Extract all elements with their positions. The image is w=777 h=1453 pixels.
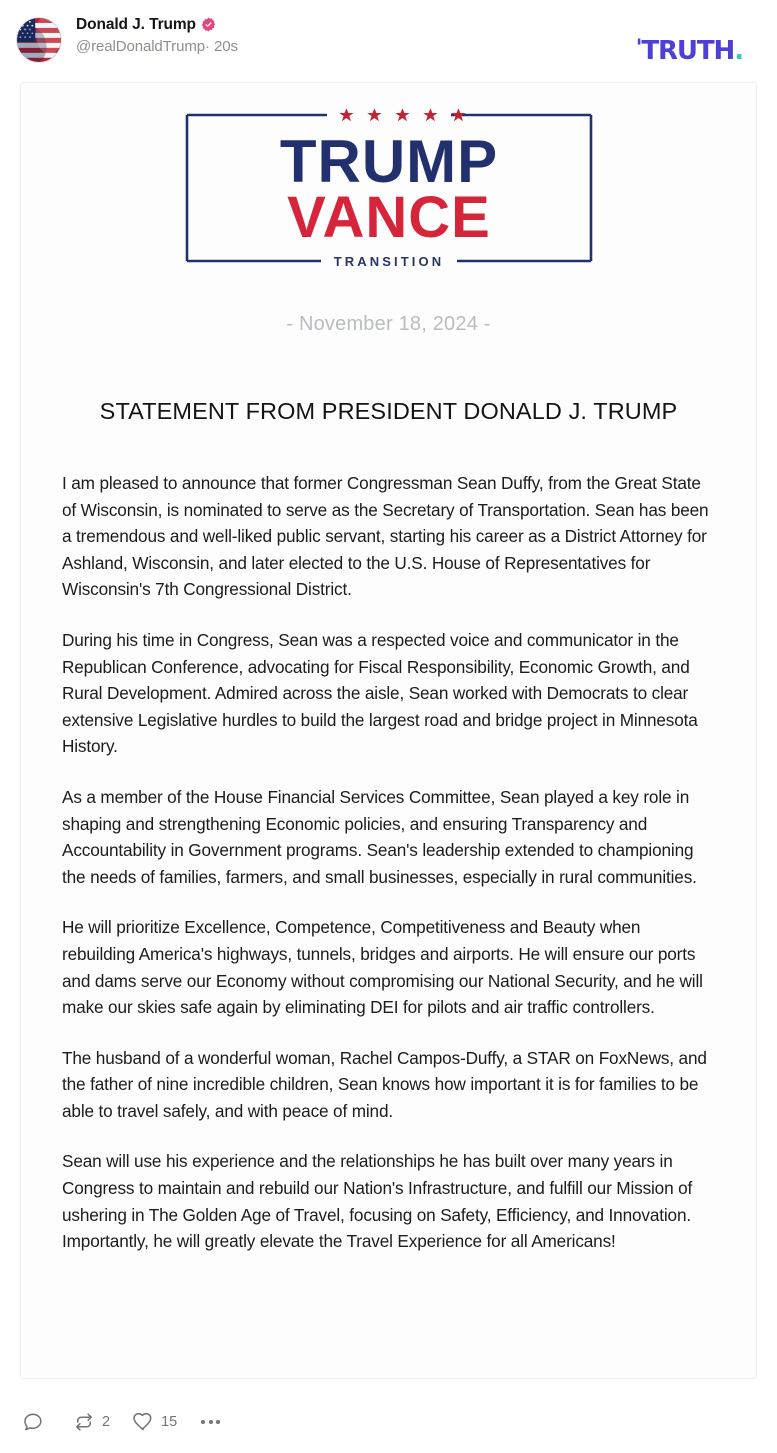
retruth-button[interactable] bbox=[73, 1411, 110, 1433]
logo-tick: ' bbox=[635, 36, 642, 61]
verified-badge-icon bbox=[201, 17, 216, 32]
statement-paragraph: I am pleased to announce that former Congressman Sean Duffy, from the Great State of Wisconsin, is nominated to serve as the Secretary of Transportation. Sean has been a tremendous and well-liked public servant, starting his career as a District Attorney for Ashland, Wisconsin, and later elected to the U.S. House of Representatives for Wisconsin's 7th Congressional District. bbox=[62, 473, 709, 600]
more-horizontal-icon-dot bbox=[216, 1420, 220, 1424]
statement-paragraph: He will prioritize Excellence, Competence, Competitiveness and Beauty when rebuilding America's highways, tunnels, bridges and airports. He will ensure our ports and dams serve our Economy without compromising our National Security, and he will make our skies safe again by eliminating DEI for pilots and air traffic controllers. bbox=[62, 917, 703, 1018]
retruth-icon bbox=[73, 1411, 95, 1433]
logo-wordmark: TRUTH bbox=[641, 36, 735, 66]
statement-paragraph: During his time in Congress, Sean was a respected voice and communicator in the Republican Conference, advocating for Fiscal Responsibility, Economic Growth, and Rural Development. Admired across the aisle, Sean worked with Democrats to clear extensive Legislative hurdles to build the largest road and bridge project in Minnesota History. bbox=[62, 629, 698, 757]
author-handle[interactable]: @realDonaldTrump bbox=[76, 37, 205, 55]
statement-heading: STATEMENT FROM PRESIDENT DONALD J. TRUMP bbox=[99, 398, 678, 424]
reply-button[interactable] bbox=[22, 1411, 51, 1433]
svg-text:TRUMP: TRUMP bbox=[279, 128, 498, 195]
heart-icon bbox=[132, 1411, 154, 1433]
comment-icon bbox=[22, 1411, 44, 1433]
author-handle-row bbox=[76, 39, 238, 56]
author-display-name[interactable]: Donald J. Trump bbox=[76, 16, 196, 33]
statement-paragraph: The husband of a wonderful woman, Rachel Campos-Duffy, a STAR on FoxNews, and the father of nine incredible children, Sean knows how important it is for families to be able to travel safely, and with peace of mind. bbox=[62, 1047, 707, 1121]
more-options-button[interactable] bbox=[199, 1414, 222, 1430]
statement-paragraph: As a member of the House Financial Services Committee, Sean played a key role in shaping and strengthening Economic policies, and ensuring Transparency and Accountability in Government programs. Sean's leadership extended to championing the needs of families, farmers, and small businesses, especially in rural communities. bbox=[62, 786, 697, 887]
logo-stars bbox=[339, 109, 465, 121]
more-horizontal-icon-dot bbox=[209, 1420, 213, 1424]
statement-body bbox=[62, 470, 715, 1255]
statement-paragraph: Sean will use his experience and the relationships he has built over many years in Congress to maintain and rebuild our Nation's Infrastructure, and fulfill our Mission of ushering in The Golden Age of Travel, focusing on Safety, Efficiency, and Innovation. Importantly, he will greatly elevate the Travel Experience for all Americans! bbox=[62, 1151, 693, 1252]
trump-vance-transition-logo bbox=[184, 109, 594, 267]
post-header bbox=[16, 14, 761, 76]
post-action-bar bbox=[22, 1411, 222, 1433]
statement-date: - November 18, 2024 - bbox=[286, 313, 491, 335]
logo-dot: . bbox=[734, 36, 743, 66]
avatar[interactable] bbox=[16, 17, 62, 63]
like-count: 15 bbox=[161, 1413, 178, 1430]
author-identity bbox=[76, 14, 238, 55]
svg-text:TRANSITION: TRANSITION bbox=[333, 254, 444, 267]
retruth-count: 2 bbox=[102, 1413, 111, 1430]
statement-card[interactable] bbox=[20, 82, 757, 1379]
post-timestamp[interactable]: 20s bbox=[213, 37, 238, 55]
more-horizontal-icon-dot bbox=[201, 1420, 205, 1424]
handle-separator: · bbox=[204, 37, 210, 55]
author-name-row bbox=[76, 17, 238, 33]
like-button[interactable] bbox=[132, 1411, 177, 1433]
truth-social-logo bbox=[636, 38, 743, 64]
svg-text:VANCE: VANCE bbox=[286, 185, 491, 250]
